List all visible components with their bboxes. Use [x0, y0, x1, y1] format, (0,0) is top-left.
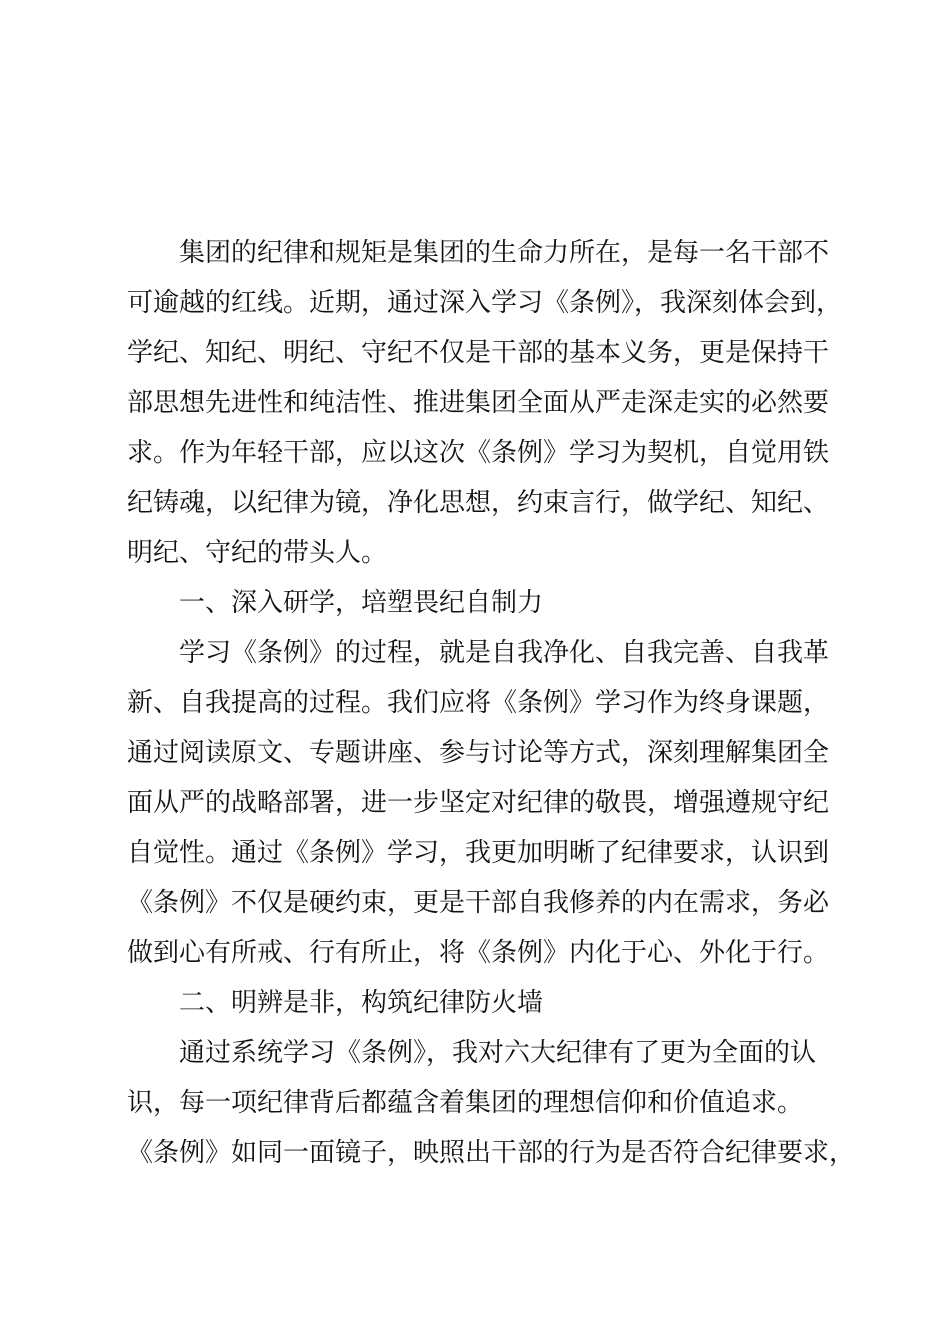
document-body	[127, 228, 856, 1178]
text-line: 《条例》如同一面镜子，映照出干部的行为是否符合纪律要求，	[127, 1138, 856, 1168]
section-heading-1	[127, 578, 853, 628]
text-line: 学纪、知纪、明纪、守纪不仅是干部的基本义务，更是保持干	[127, 338, 830, 368]
text-line: 识，每一项纪律背后都蕴含着集团的理想信仰和价值追求。	[127, 1088, 804, 1118]
paragraph-2	[127, 628, 853, 978]
text-line: 面从严的战略部署，进一步坚定对纪律的敬畏，增强遵规守纪	[127, 788, 830, 818]
paragraph-1	[127, 228, 853, 578]
text-line: 纪铸魂，以纪律为镜，净化思想，约束言行，做学纪、知纪、	[127, 488, 830, 518]
paragraph-3	[127, 1028, 856, 1178]
text-line: 自觉性。通过《条例》学习，我更加明晰了纪律要求，认识到	[127, 838, 830, 868]
text-line: 学习《条例》的过程，就是自我净化、自我完善、自我革	[179, 638, 830, 668]
text-line: 通过阅读原文、专题讲座、参与讨论等方式，深刻理解集团全	[127, 738, 830, 768]
section-heading-2	[127, 978, 853, 1028]
text-line: 通过系统学习《条例》，我对六大纪律有了更为全面的认	[179, 1038, 817, 1068]
text-line: 求。作为年轻干部，应以这次《条例》学习为契机，自觉用铁	[127, 438, 830, 468]
text-line: 《条例》不仅是硬约束，更是干部自我修养的内在需求，务必	[127, 888, 830, 918]
text-line: 部思想先进性和纯洁性、推进集团全面从严走深走实的必然要	[127, 388, 830, 418]
heading-text: 一、深入研学，培塑畏纪自制力	[179, 588, 544, 618]
heading-text: 二、明辨是非，构筑纪律防火墙	[179, 988, 544, 1018]
text-line: 可逾越的红线。近期，通过深入学习《条例》，我深刻体会到，	[127, 288, 843, 318]
text-line: 明纪、守纪的带头人。	[127, 538, 388, 568]
text-line: 集团的纪律和规矩是集团的生命力所在，是每一名干部不	[179, 238, 830, 268]
text-line: 做到心有所戒、行有所止，将《条例》内化于心、外化于行。	[127, 938, 830, 968]
text-line: 新、自我提高的过程。我们应将《条例》学习作为终身课题，	[127, 688, 830, 718]
